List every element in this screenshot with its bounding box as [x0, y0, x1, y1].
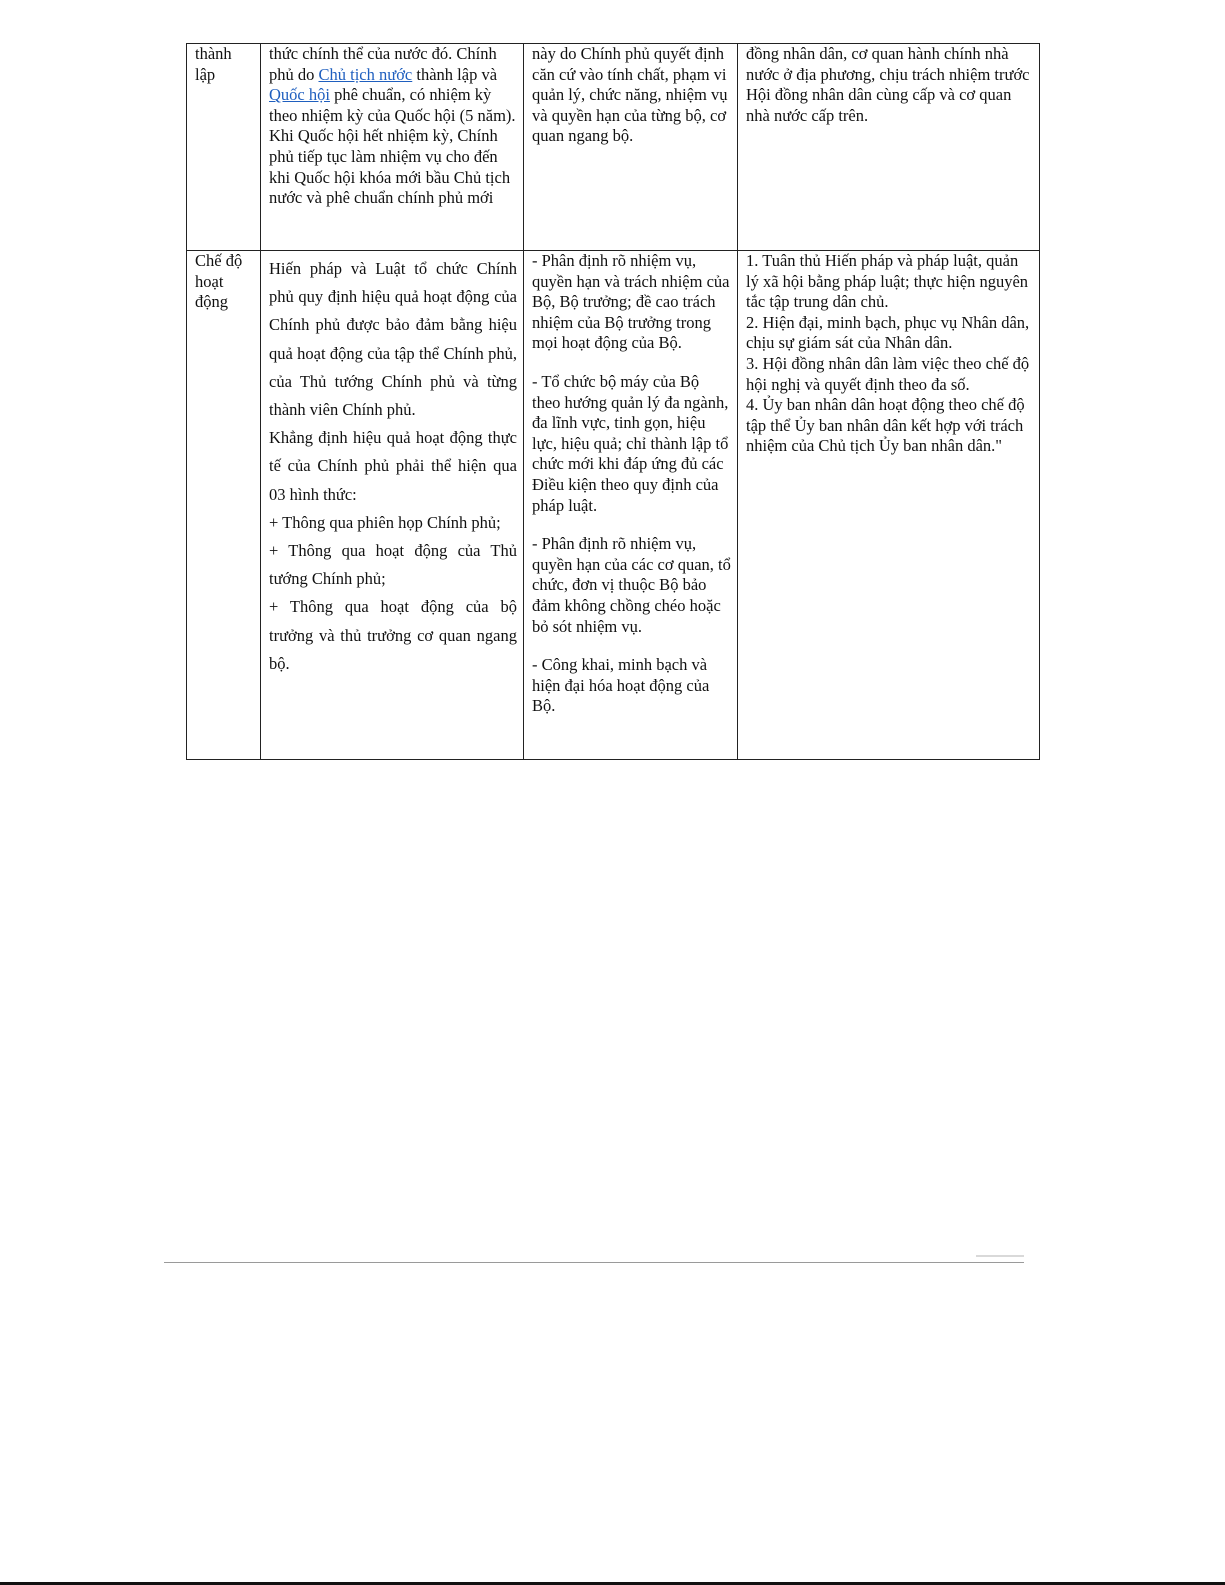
page-footer-rule: [164, 1262, 1024, 1263]
gov-operation-para-5: + Thông qua hoạt động của bộ trưởng và thủ trưởng cơ quan ngang bộ.: [269, 597, 517, 673]
cell-local-establishment: đồng nhân dân, cơ quan hành chính nhà nước ở địa phương, chịu trách nhiệm trước Hội đồng nhân dân cùng cấp và cơ quan nhà nước cấp trên.: [738, 44, 1040, 251]
local-operation-item-3: 3. Hội đồng nhân dân làm việc theo chế độ hội nghị và quyết định theo đa số.: [746, 353, 1030, 394]
link-president[interactable]: Chủ tịch nước: [318, 64, 413, 84]
gov-operation-para-3: + Thông qua phiên họp Chính phủ;: [269, 512, 501, 532]
gov-operation-para-2: Khẳng định hiệu quả hoạt động thực tế của Chính phủ phải thể hiện qua 03 hình thức:: [269, 428, 517, 504]
row-label-establishment: thành lập: [187, 44, 261, 251]
page-footer-mark: [976, 1255, 1024, 1257]
ministry-operation-para-4: - Công khai, minh bạch và hiện đại hóa hoạt động của Bộ.: [532, 655, 710, 716]
gov-text-c: phê chuẩn, có nhiệm kỳ theo nhiệm kỳ của Quốc hội (5 năm). Khi Quốc hội hết nhiệm kỳ, Chính phủ tiếp tục làm nhiệm vụ cho đến khi Quốc hội khóa mới bầu Chủ tịch nước và phê chuẩn chính phủ mới: [269, 85, 516, 208]
cell-ministry-operation: [524, 251, 738, 760]
ministry-operation-para-3: - Phân định rõ nhiệm vụ, quyền hạn của các cơ quan, tổ chức, đơn vị thuộc Bộ bảo đảm không chồng chéo hoặc bỏ sót nhiệm vụ.: [532, 534, 731, 636]
comparison-table: [186, 43, 1040, 760]
table-row-operation: [187, 251, 1040, 760]
gov-operation-para-4: + Thông qua hoạt động của Thủ tướng Chính phủ;: [269, 541, 517, 589]
cell-government-operation: [261, 251, 524, 760]
cell-local-operation: [738, 251, 1040, 760]
cell-ministry-establishment: này do Chính phủ quyết định căn cứ vào tính chất, phạm vi quản lý, chức năng, nhiệm vụ và quyền hạn của từng bộ, cơ quan ngang bộ.: [524, 44, 738, 251]
gov-text-a: thức chính thể của nước đó. Chính phủ do: [269, 44, 497, 84]
local-operation-item-2: 2. Hiện đại, minh bạch, phục vụ Nhân dân, chịu sự giám sát của Nhân dân.: [746, 312, 1030, 353]
table-row-establishment: [187, 44, 1040, 251]
cell-government-establishment: [261, 44, 524, 251]
gov-operation-para-1: Hiến pháp và Luật tổ chức Chính phủ quy định hiệu quả hoạt động của Chính phủ được bảo đảm bằng hiệu quả hoạt động của tập thể Chính phủ, của Thủ tướng Chính phủ và từng thành viên Chính phủ.: [269, 259, 517, 420]
local-operation-item-1: 1. Tuân thủ Hiến pháp và pháp luật, quản lý xã hội bằng pháp luật; thực hiện nguyên tắc tập trung dân chủ.: [746, 251, 1029, 312]
gov-text-b: thành lập và: [412, 64, 498, 84]
ministry-operation-para-2: - Tổ chức bộ máy của Bộ theo hướng quản lý đa ngành, đa lĩnh vực, tinh gọn, hiệu lực, hiệu quả; chỉ thành lập tổ chức mới khi đáp ứng đủ các Điều kiện theo quy định của pháp luật.: [532, 371, 729, 515]
ministry-operation-para-1: - Phân định rõ nhiệm vụ, quyền hạn và trách nhiệm của Bộ, Bộ trưởng; đề cao trách nhiệm của Bộ trưởng trong mọi hoạt động của Bộ.: [532, 251, 730, 353]
row-label-operation: Chế độ hoạt động: [187, 251, 261, 760]
local-operation-item-4: 4. Ủy ban nhân dân hoạt động theo chế độ tập thể Ủy ban nhân dân kết hợp với trách nhiệm của Chủ tịch Ủy ban nhân dân.": [746, 395, 1025, 456]
link-national-assembly[interactable]: Quốc hội: [269, 85, 330, 105]
